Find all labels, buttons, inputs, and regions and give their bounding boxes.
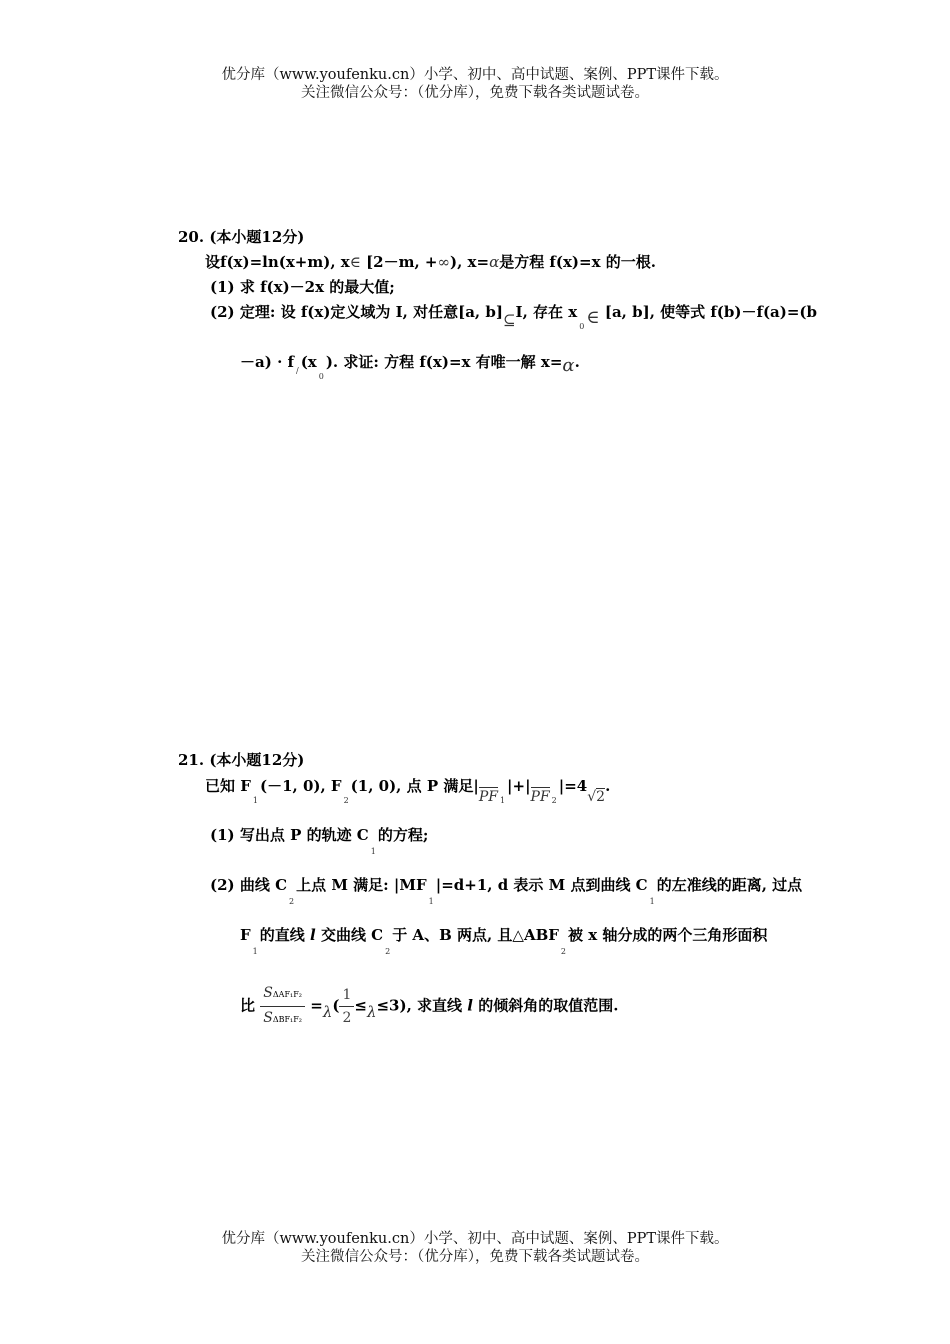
alpha-symbol: α	[562, 355, 575, 376]
q21-part-1: (1) 写出点 P 的轨迹 $C_1$的方程;	[210, 826, 429, 856]
footer-line-2: 关注微信公众号：（优分库），免费下载各类试题试卷。	[301, 1249, 649, 1265]
q20-stem: 设f(x)=ln(x+m), x∈ [2－m, +∞), x=α是方程 f(x)=x 的一根.	[205, 253, 656, 271]
q21-stem: 已知 $F_1(-1$, 0), $F_2(1$, 0), 点 P 满足|PF 1|+|PF 2|=4√2.	[205, 777, 611, 805]
alpha-symbol: α	[489, 253, 500, 271]
q21-part-2-line-3: 比 $\frac{\text{SΔAF₁F₂}}{\text{SΔBF₁F₂}}$ =λ( $\frac{1}{2}$ ≤λ≤3), 求直线 l 的倾斜角的取值范围.	[240, 982, 618, 1031]
subset-symbol: ⊆	[502, 311, 516, 329]
vector-pf1: PF 1	[478, 789, 506, 805]
vector-pf2: PF 2	[530, 789, 557, 805]
element-of-symbol: ∈	[586, 307, 600, 328]
q20-part-1: (1) 求 f(x)－2x 的最大值;	[210, 278, 395, 296]
area-ratio-fraction: $\frac{\text{SΔAF₁F₂}}{\text{SΔBF₁F₂}}$	[260, 982, 305, 1031]
lambda-symbol: λ	[366, 1002, 377, 1021]
q20-part-2-line-2: －a) · f $_/$ $(x_0)$. 求证: 方程 f(x)=x 有唯一解 x=α.	[240, 353, 580, 381]
prime-mark: /	[295, 366, 299, 375]
q21-part-2-line-2: $F_1$的直线 l 交曲线 $C_2$于 A、B 两点, 且$\triangle ABF_2$被 x 轴分成的两个三角形面积	[240, 926, 768, 956]
q20-heading: 20. (本小题12分)	[178, 228, 305, 246]
one-half-fraction: $\frac{1}{2}$	[339, 984, 354, 1029]
header-line-1: 优分库（www.youfenku.cn）小学、初中、高中试题、案例、PPT课件下载。	[221, 67, 729, 83]
q20-part-2-line-1: (2) 定理: 设 f(x)定义域为 I, 对任意[a, b]⊆I, 存在 $x_0$ ∈ [a, b], 使等式 f(b)－f(a)=(b	[210, 303, 818, 331]
element-of-symbol: ∈	[349, 253, 361, 271]
q21-part-2-line-1: (2) 曲线 $C_2$上点 M 满足: $|MF_1|=d+1$, d 表示 M 点到曲线 $C_1$的左准线的距离, 过点	[210, 876, 803, 906]
sqrt-two: √2	[587, 789, 606, 805]
q21-heading: 21. (本小题12分)	[178, 751, 305, 769]
infinity-symbol: ∞	[437, 253, 450, 271]
page-header	[0, 66, 950, 102]
lambda-symbol: λ	[322, 1002, 333, 1021]
header-line-2: 关注微信公众号：（优分库），免费下载各类试题试卷。	[301, 85, 649, 101]
footer-line-1: 优分库（www.youfenku.cn）小学、初中、高中试题、案例、PPT课件下载。	[221, 1231, 729, 1247]
page-footer	[0, 1230, 950, 1266]
